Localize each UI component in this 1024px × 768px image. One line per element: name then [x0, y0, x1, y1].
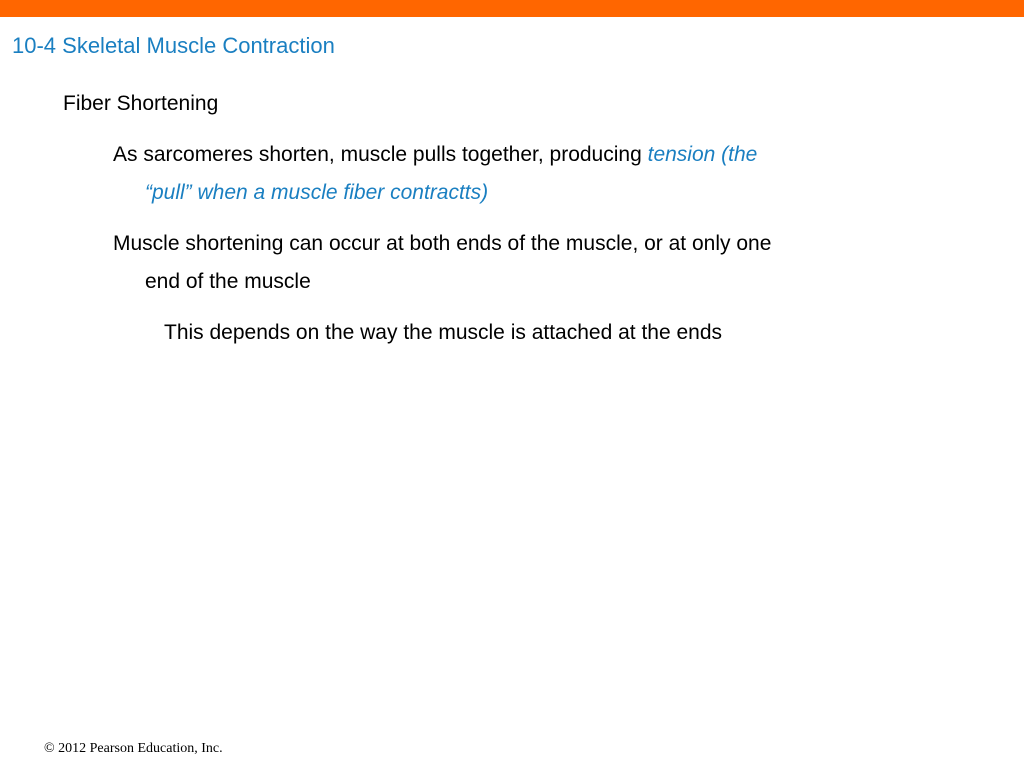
bullet-shortening — [113, 225, 771, 301]
bullet-tension-line-2 — [113, 174, 757, 212]
tension-term: tension (the — [647, 143, 758, 166]
section-heading: Fiber Shortening — [63, 92, 219, 115]
bullet-shortening-line-2-text: end of the muscle — [145, 270, 311, 293]
bullet-tension-text: As sarcomeres shorten, muscle pulls together, producing — [113, 143, 648, 166]
bullet-tension-line-1 — [113, 136, 757, 174]
bullet-shortening-line-2 — [113, 263, 771, 301]
copyright-footer: © 2012 Pearson Education, Inc. — [44, 741, 223, 756]
tension-definition: “pull” when a muscle fiber contractts) — [145, 181, 489, 204]
bullet-tension — [113, 136, 757, 212]
top-accent-bar — [0, 0, 1024, 17]
slide-title: 10-4 Skeletal Muscle Contraction — [12, 33, 335, 58]
sub-bullet-attachment: This depends on the way the muscle is attached at the ends — [164, 321, 723, 344]
bullet-shortening-line-1: Muscle shortening can occur at both ends of the muscle, or at only one — [113, 232, 772, 255]
